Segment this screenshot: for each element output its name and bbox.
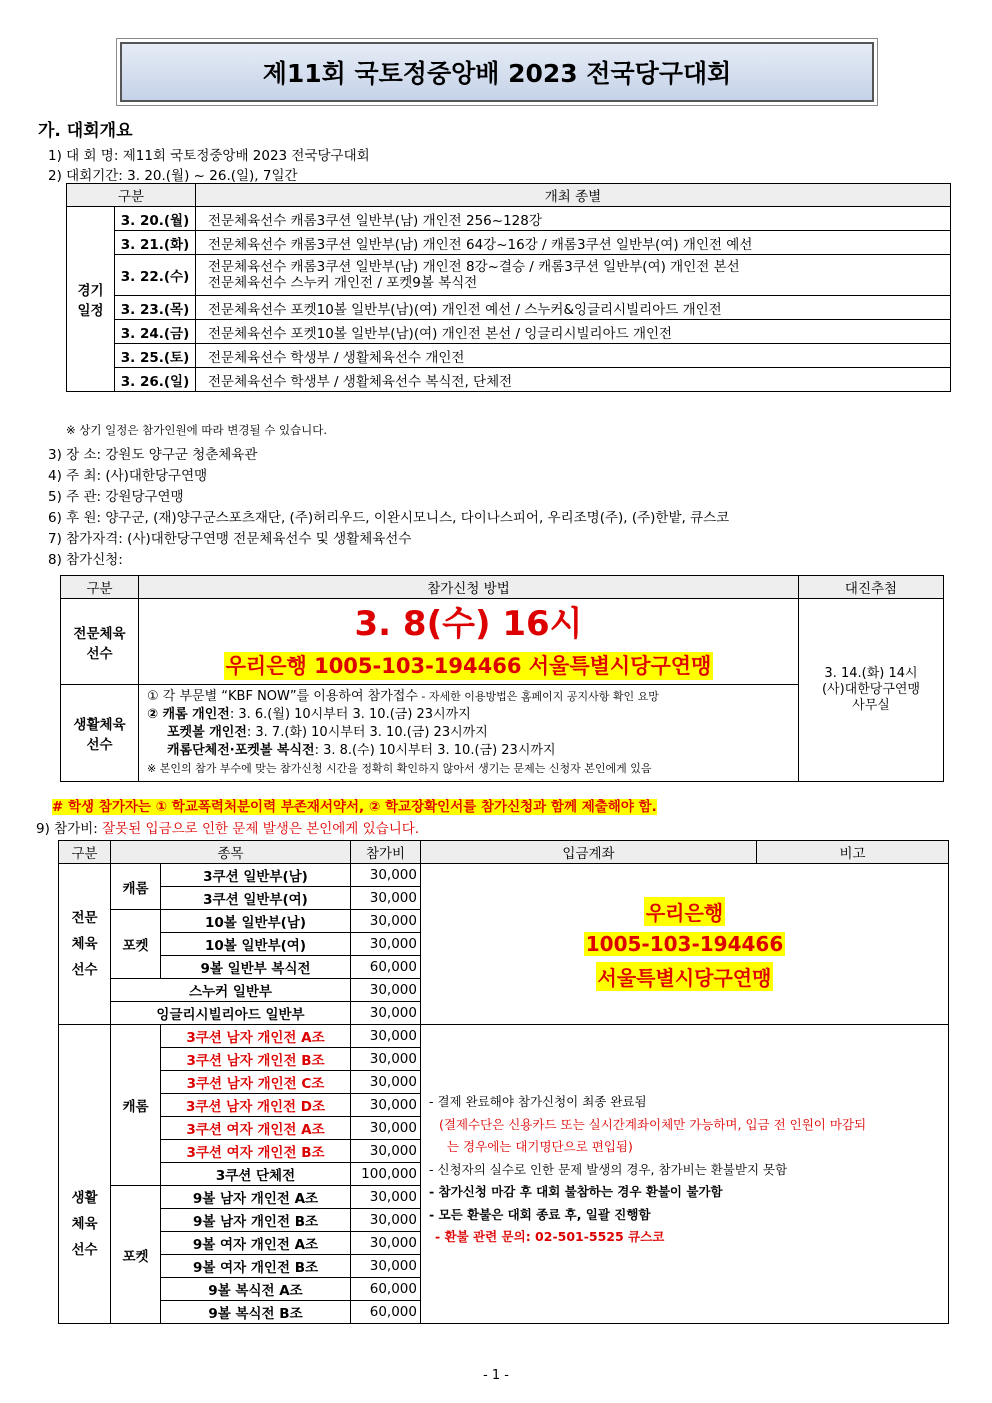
fee-event: 9볼 남자 개인전 B조 [161, 1209, 351, 1232]
reg-header-method: 참가신청 방법 [139, 576, 799, 599]
fee-note-4: - 신청자의 실수로 인한 문제 발생의 경우, 참가비는 환불받지 못함 [429, 1161, 788, 1177]
schedule-events: 전문체육선수 학생부 / 생활체육선수 복식전, 단체전 [196, 368, 951, 392]
fee-amateur-group: 생활 체육 선수 [59, 1025, 111, 1324]
reg-amateur-method [139, 685, 799, 782]
schedule-date: 3. 24.(금) [115, 320, 196, 344]
fee-event: 9볼 일반부 복식전 [161, 956, 351, 979]
fee-note-6: - 모든 환불은 대회 종료 후, 일괄 진행함 [429, 1206, 651, 1222]
fee-am-pocket-label: 포켓 [111, 1186, 161, 1324]
fee-amount: 30,000 [351, 1048, 421, 1071]
schedule-group-label: 경기 일정 [67, 207, 115, 392]
schedule-header-events: 개최 종별 [196, 184, 951, 207]
fee-event: 잉글리시빌리아드 일반부 [111, 1002, 351, 1025]
fee-event: 3쿠션 단체전 [161, 1163, 351, 1186]
reg-a4-label: 캐롬단체전·포켓볼 복식전 [167, 743, 315, 758]
schedule-events: 전문체육선수 캐롬3쿠션 일반부(남) 개인전 256~128강 [196, 207, 951, 231]
reg-a4-text: : 3. 8.(수) 10시부터 3. 10.(금) 23시까지 [314, 743, 556, 758]
fee-header-event: 종목 [111, 841, 351, 864]
overview-line-2: 2) 대회기간: 3. 20.(월) ~ 26.(일), 7일간 [48, 168, 298, 184]
schedule-date: 3. 23.(목) [115, 296, 196, 320]
fee-pro-group: 전문 체육 선수 [59, 864, 111, 1025]
reg-a1-note: - 자세한 이용방법은 홈페이지 공지사항 확인 요망 [417, 690, 659, 703]
info-host: 4) 주 최: (사)대한당구연맹 [48, 468, 208, 484]
fee-bank-name: 우리은행 [644, 897, 725, 926]
reg-a1: ① 각 부문별 “KBF NOW”를 이용하여 참가접수 [147, 689, 418, 704]
reg-a3-label: 포켓볼 개인전 [167, 725, 247, 740]
fee-amount: 30,000 [351, 1002, 421, 1025]
fee-event: 9볼 복식전 A조 [161, 1278, 351, 1301]
student-notice [52, 795, 657, 815]
fee-event: 스누커 일반부 [111, 979, 351, 1002]
fee-event: 3쿠션 남자 개인전 A조 [161, 1025, 351, 1048]
fee-amount: 30,000 [351, 1209, 421, 1232]
reg-header-draw: 대진추첨 [799, 576, 944, 599]
fee-amount: 30,000 [351, 1255, 421, 1278]
fee-event: 3쿠션 여자 개인전 B조 [161, 1140, 351, 1163]
reg-pro-label: 전문체육 선수 [61, 599, 139, 685]
reg-pro-deadline: 3. 8(수) 16시 [354, 603, 583, 644]
fee-note-5: - 참가신청 마감 후 대회 불참하는 경우 환불이 불가함 [429, 1184, 723, 1199]
schedule-date: 3. 21.(화) [115, 231, 196, 255]
schedule-events [196, 255, 951, 296]
page-number: - 1 - [483, 1368, 509, 1383]
fee-event: 9볼 복식전 B조 [161, 1301, 351, 1324]
reg-pro-method [139, 599, 799, 685]
info-eligibility: 7) 참가자격: (사)대한당구연맹 전문체육선수 및 생활체육선수 [48, 531, 412, 547]
fee-event: 10볼 일반부(남) [161, 910, 351, 933]
schedule-note: ※ 상기 일정은 참가인원에 따라 변경될 수 있습니다. [66, 423, 328, 437]
fee-heading-label: 9) 참가비: [36, 821, 103, 837]
reg-amateur-note: ※ 본인의 참가 부수에 맞는 참가신청 시간을 정확히 확인하지 않아서 생기는 문제는 신청자 본인에게 있음 [147, 762, 652, 775]
section-heading: 가. 대회개요 [38, 121, 133, 141]
fee-amount: 30,000 [351, 1094, 421, 1117]
schedule-date: 3. 26.(일) [115, 368, 196, 392]
fee-amount: 30,000 [351, 887, 421, 910]
schedule-date: 3. 25.(토) [115, 344, 196, 368]
schedule-table [66, 183, 951, 392]
fee-amount: 30,000 [351, 1071, 421, 1094]
registration-table [60, 575, 944, 782]
reg-draw: 3. 14.(화) 14시 (사)대한당구연맹 사무실 [799, 599, 944, 782]
schedule-events-line1: 전문체육선수 캐롬3쿠션 일반부(남) 개인전 8강~결승 / 캐롬3쿠션 일반부(여) 개인전 본선 [208, 259, 740, 275]
schedule-events: 전문체육선수 학생부 / 생활체육선수 개인전 [196, 344, 951, 368]
info-organizer: 5) 주 관: 강원당구연맹 [48, 489, 184, 505]
fee-heading-warning: 잘못된 입금으로 인한 문제 발생은 본인에게 있습니다. [102, 821, 420, 837]
fee-event: 3쿠션 남자 개인전 D조 [161, 1094, 351, 1117]
fee-header-remarks: 비고 [757, 841, 949, 864]
fee-heading [36, 817, 419, 837]
schedule-header-category: 구분 [67, 184, 196, 207]
fee-header-category: 구분 [59, 841, 111, 864]
reg-amateur-label: 생활체육 선수 [61, 685, 139, 782]
fee-amount: 30,000 [351, 864, 421, 887]
fee-am-carom-label: 캐롬 [111, 1025, 161, 1186]
reg-a2-text: : 3. 6.(월) 10시부터 3. 10.(금) 23시까지 [229, 707, 471, 722]
fee-event: 9볼 남자 개인전 A조 [161, 1186, 351, 1209]
fee-bank-holder: 서울특별시당구연맹 [596, 962, 774, 991]
fee-header-amount: 참가비 [351, 841, 421, 864]
info-registration: 8) 참가신청: [48, 552, 123, 568]
info-venue: 3) 장 소: 강원도 양구군 청춘체육관 [48, 447, 258, 463]
fee-bank-account [421, 864, 949, 1025]
fee-amount: 30,000 [351, 1025, 421, 1048]
fee-header-account: 입금계좌 [421, 841, 757, 864]
fee-amount: 30,000 [351, 1186, 421, 1209]
fee-note-3: 는 경우에는 대기명단으로 편입됨) [447, 1139, 633, 1154]
reg-a3-text: : 3. 7.(화) 10시부터 3. 10.(금) 23시까지 [246, 725, 488, 740]
fee-amount: 30,000 [351, 1117, 421, 1140]
page-title: 제11회 국토정중앙배 2023 전국당구대회 [262, 59, 732, 88]
schedule-events: 전문체육선수 포켓10볼 일반부(남)(여) 개인전 본선 / 잉글리시빌리아드 개인전 [196, 320, 951, 344]
schedule-date: 3. 20.(월) [115, 207, 196, 231]
fee-bank-number: 1005-103-194466 [585, 932, 784, 956]
fee-pocket-label: 포켓 [111, 910, 161, 979]
fee-amount: 60,000 [351, 1301, 421, 1324]
info-sponsors: 6) 후 원: 양구군, (재)양구군스포츠재단, (주)허리우드, 이완시모니스, 다이나스피어, 우리조명(주), (주)한밭, 큐스코 [48, 510, 730, 526]
overview-line-1: 1) 대 회 명: 제11회 국토정중앙배 2023 전국당구대회 [48, 148, 370, 164]
fee-table [58, 840, 949, 1324]
fee-remarks [421, 1025, 949, 1324]
title-banner [120, 42, 874, 102]
reg-a2-label: ② 캐롬 개인전 [147, 707, 230, 722]
fee-amount: 30,000 [351, 979, 421, 1002]
schedule-date: 3. 22.(수) [115, 255, 196, 296]
fee-note-1: - 결제 완료해야 참가신청이 최종 완료됨 [429, 1094, 647, 1109]
fee-amount: 100,000 [351, 1163, 421, 1186]
reg-header-category: 구분 [61, 576, 139, 599]
fee-event: 9볼 여자 개인전 A조 [161, 1232, 351, 1255]
fee-amount: 60,000 [351, 1278, 421, 1301]
schedule-events: 전문체육선수 캐롬3쿠션 일반부(남) 개인전 64강~16강 / 캐롬3쿠션 일반부(여) 개인전 예선 [196, 231, 951, 255]
fee-amount: 30,000 [351, 933, 421, 956]
fee-event: 3쿠션 남자 개인전 B조 [161, 1048, 351, 1071]
fee-event: 3쿠션 일반부(여) [161, 887, 351, 910]
student-notice-text: # 학생 참가자는 ① 학교폭력처분이력 부존재서약서, ② 학교장확인서를 참가신청과 함께 제출해야 함. [52, 799, 657, 815]
fee-event: 3쿠션 남자 개인전 C조 [161, 1071, 351, 1094]
fee-note-2: (결제수단은 신용카드 또는 실시간계좌이체만 가능하며, 입금 전 인원이 마감되 [439, 1116, 867, 1132]
fee-event: 3쿠션 여자 개인전 A조 [161, 1117, 351, 1140]
fee-event: 10볼 일반부(여) [161, 933, 351, 956]
reg-pro-bank: 우리은행 1005-103-194466 서울특별시당구연맹 [225, 653, 712, 678]
fee-event: 9볼 여자 개인전 B조 [161, 1255, 351, 1278]
fee-amount: 60,000 [351, 956, 421, 979]
schedule-events: 전문체육선수 포켓10볼 일반부(남)(여) 개인전 예선 / 스누커&잉글리시빌리아드 개인전 [196, 296, 951, 320]
fee-amount: 30,000 [351, 1140, 421, 1163]
fee-note-7: - 환불 관련 문의: 02-501-5525 큐스코 [435, 1229, 665, 1244]
schedule-events-line2: 전문체육선수 스누커 개인전 / 포켓9볼 복식전 [208, 275, 478, 291]
fee-carom-label: 캐롬 [111, 864, 161, 910]
fee-event: 3쿠션 일반부(남) [161, 864, 351, 887]
fee-amount: 30,000 [351, 910, 421, 933]
fee-amount: 30,000 [351, 1232, 421, 1255]
